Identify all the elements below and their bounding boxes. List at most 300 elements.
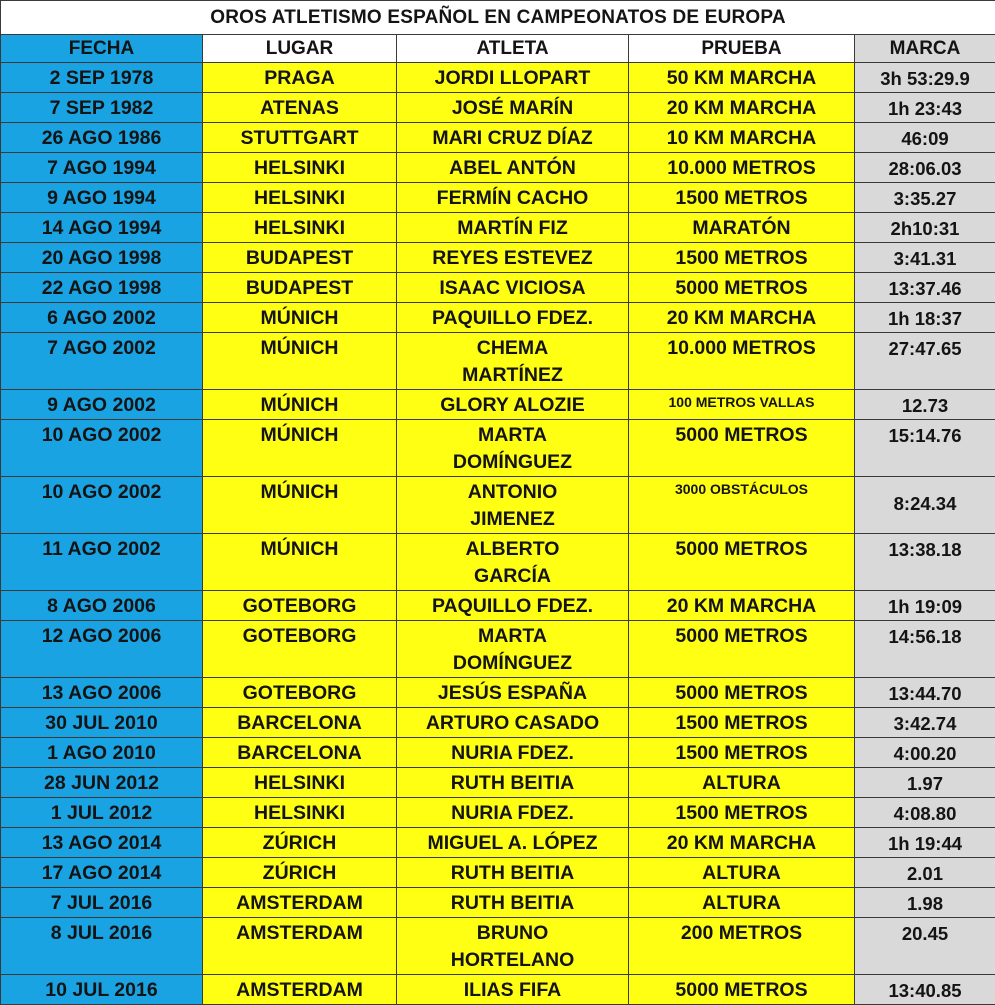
marca-text: 3h 53:29.9 [855,63,995,92]
prueba-text-cell [629,888,855,918]
atleta-text-cell [397,390,629,420]
lugar-text-cell [203,828,397,858]
table-row [1,123,995,153]
prueba-text: 1500 METROS [629,798,854,827]
atleta-text-cell [397,273,629,303]
prueba-text: 1500 METROS [629,243,854,272]
table-row [1,303,995,333]
table-row [1,678,995,708]
header-row [1,35,995,63]
prueba-text-cell [629,153,855,183]
fecha-text-cell [1,828,203,858]
prueba-text: ALTURA [629,768,854,797]
lugar-text-cell [203,534,397,591]
prueba-text: 5000 METROS [629,273,854,302]
lugar-text: BUDAPEST [203,243,396,272]
fecha-text-cell [1,333,203,390]
atleta-text-cell [397,153,629,183]
marca-text: 13:44.70 [855,678,995,707]
marca-text-cell [855,333,995,390]
marca-text: 1h 19:09 [855,591,995,620]
table-row [1,888,995,918]
fecha-text: 11 AGO 2002 [1,534,202,563]
fecha-text: 20 AGO 1998 [1,243,202,272]
fecha-text: 10 AGO 2002 [1,477,202,506]
fecha-text: 13 AGO 2006 [1,678,202,707]
atleta-line: GARCÍA [397,563,628,590]
prueba-text: 50 KM MARCHA [629,63,854,92]
atleta-text [397,63,628,92]
fecha-text-cell [1,678,203,708]
marca-text-cell [855,183,995,213]
atleta-text [397,678,628,707]
lugar-text-cell [203,243,397,273]
atleta-line: JIMENEZ [397,506,628,533]
lugar-text-cell [203,621,397,678]
prueba-text: MARATÓN [629,213,854,242]
prueba-text: 20 KM MARCHA [629,828,854,857]
lugar-text-cell [203,333,397,390]
header-marca: MARCA [855,35,995,63]
prueba-text-cell [629,975,855,1005]
table-row [1,63,995,93]
prueba-text-cell [629,738,855,768]
lugar-text: PRAGA [203,63,396,92]
fecha-text-cell [1,918,203,975]
prueba-text-cell [629,420,855,477]
prueba-text: ALTURA [629,888,854,917]
fecha-text: 9 AGO 2002 [1,390,202,419]
prueba-text-cell [629,678,855,708]
marca-text: 2.01 [855,858,995,887]
atleta-text-cell [397,213,629,243]
title-row [1,1,995,35]
fecha-text-cell [1,768,203,798]
lugar-text: AMSTERDAM [203,888,396,917]
atleta-text-cell [397,768,629,798]
lugar-text: ZÚRICH [203,858,396,887]
marca-text-cell [855,153,995,183]
lugar-text-cell [203,888,397,918]
prueba-text-cell [629,708,855,738]
fecha-text-cell [1,303,203,333]
fecha-text-cell [1,888,203,918]
prueba-text-cell [629,273,855,303]
lugar-text-cell [203,183,397,213]
atleta-text [397,975,628,1004]
prueba-text-cell [629,534,855,591]
marca-text-cell [855,918,995,975]
marca-text-cell [855,888,995,918]
lugar-text-cell [203,918,397,975]
marca-text-cell [855,63,995,93]
fecha-text: 7 SEP 1982 [1,93,202,122]
atleta-line: PAQUILLO FDEZ. [397,593,628,620]
prueba-text-cell [629,918,855,975]
atleta-text-cell [397,477,629,534]
fecha-text: 17 AGO 2014 [1,858,202,887]
atleta-line: ANTONIO [397,479,628,506]
atleta-text [397,183,628,212]
marca-text: 28:06.03 [855,153,995,182]
marca-text: 1.98 [855,888,995,917]
atleta-text [397,534,628,590]
prueba-text-cell [629,477,855,534]
atleta-line: DOMÍNGUEZ [397,449,628,476]
marca-text-cell [855,738,995,768]
fecha-text: 7 AGO 2002 [1,333,202,362]
marca-text: 15:14.76 [855,420,995,449]
marca-text: 12.73 [855,390,995,419]
lugar-text-cell [203,591,397,621]
marca-text: 4:00.20 [855,738,995,767]
marca-text: 2h10:31 [855,213,995,242]
fecha-text: 7 JUL 2016 [1,888,202,917]
lugar-text: GOTEBORG [203,621,396,650]
atleta-text-cell [397,63,629,93]
lugar-text-cell [203,420,397,477]
atleta-line: BRUNO [397,920,628,947]
prueba-text: 1500 METROS [629,708,854,737]
marca-text: 1h 19:44 [855,828,995,857]
marca-text-cell [855,93,995,123]
table-row [1,183,995,213]
table-row [1,534,995,591]
lugar-text-cell [203,708,397,738]
atleta-text [397,477,628,533]
atleta-line: ABEL ANTÓN [397,155,628,182]
prueba-text-cell [629,93,855,123]
fecha-text: 7 AGO 1994 [1,153,202,182]
marca-text-cell [855,477,995,534]
atleta-line: JOSÉ MARÍN [397,95,628,122]
marca-text: 13:40.85 [855,975,995,1004]
atleta-text-cell [397,183,629,213]
atleta-text-cell [397,621,629,678]
lugar-text-cell [203,153,397,183]
table-row [1,390,995,420]
fecha-text-cell [1,93,203,123]
fecha-text-cell [1,390,203,420]
marca-text-cell [855,858,995,888]
prueba-text-cell [629,183,855,213]
fecha-text-cell [1,708,203,738]
fecha-text: 14 AGO 1994 [1,213,202,242]
atleta-text [397,390,628,419]
fecha-text-cell [1,621,203,678]
lugar-text: ATENAS [203,93,396,122]
prueba-text: 100 METROS VALLAS [629,390,854,413]
lugar-text: HELSINKI [203,768,396,797]
header-prueba: PRUEBA [629,35,855,63]
lugar-text-cell [203,213,397,243]
atleta-text-cell [397,420,629,477]
table-row [1,708,995,738]
fecha-text-cell [1,591,203,621]
lugar-text: BARCELONA [203,738,396,767]
atleta-text [397,93,628,122]
marca-text: 1h 18:37 [855,303,995,332]
lugar-text: BUDAPEST [203,273,396,302]
atleta-text [397,243,628,272]
atleta-text [397,420,628,476]
lugar-text-cell [203,63,397,93]
prueba-text: 200 METROS [629,918,854,947]
fecha-text-cell [1,273,203,303]
prueba-text: 20 KM MARCHA [629,303,854,332]
atleta-line: CHEMA [397,335,628,362]
atleta-text [397,708,628,737]
fecha-text-cell [1,153,203,183]
lugar-text-cell [203,390,397,420]
lugar-text: MÚNICH [203,534,396,563]
prueba-text: 10.000 METROS [629,333,854,362]
atleta-line: DOMÍNGUEZ [397,650,628,677]
lugar-text-cell [203,798,397,828]
prueba-text: 5000 METROS [629,678,854,707]
atleta-line: PAQUILLO FDEZ. [397,305,628,332]
table-body [1,63,995,1005]
marca-text: 3:41.31 [855,243,995,272]
lugar-text: MÚNICH [203,303,396,332]
prueba-text: 5000 METROS [629,621,854,650]
atleta-text-cell [397,828,629,858]
marca-text-cell [855,420,995,477]
lugar-text: AMSTERDAM [203,975,396,1004]
marca-text-cell [855,975,995,1005]
marca-text-cell [855,621,995,678]
fecha-text: 1 JUL 2012 [1,798,202,827]
fecha-text-cell [1,213,203,243]
fecha-text: 8 AGO 2006 [1,591,202,620]
lugar-text: MÚNICH [203,477,396,506]
table-row [1,858,995,888]
marca-text: 13:37.46 [855,273,995,302]
atleta-text [397,153,628,182]
lugar-text-cell [203,858,397,888]
prueba-text-cell [629,828,855,858]
atleta-text-cell [397,243,629,273]
lugar-text: MÚNICH [203,390,396,419]
atleta-text-cell [397,303,629,333]
table-row [1,918,995,975]
prueba-text-cell [629,768,855,798]
table-row [1,591,995,621]
atleta-line: FERMÍN CACHO [397,185,628,212]
prueba-text-cell [629,591,855,621]
prueba-text: 5000 METROS [629,975,854,1004]
marca-text: 13:38.18 [855,534,995,563]
atleta-text [397,858,628,887]
atleta-text [397,828,628,857]
marca-text: 3:42.74 [855,708,995,737]
atleta-text [397,621,628,677]
marca-text-cell [855,390,995,420]
atleta-text-cell [397,534,629,591]
atleta-line: MIGUEL A. LÓPEZ [397,830,628,857]
table-row [1,621,995,678]
fecha-text: 13 AGO 2014 [1,828,202,857]
lugar-text-cell [203,303,397,333]
atleta-line: MARTA [397,422,628,449]
fecha-text-cell [1,975,203,1005]
atleta-text [397,213,628,242]
lugar-text-cell [203,477,397,534]
fecha-text-cell [1,183,203,213]
atleta-text-cell [397,333,629,390]
marca-text: 8:24.34 [855,477,995,517]
header-atleta: ATLETA [397,35,629,63]
fecha-text-cell [1,798,203,828]
atleta-line: ISAAC VICIOSA [397,275,628,302]
lugar-text: MÚNICH [203,420,396,449]
atleta-text [397,591,628,620]
atleta-text-cell [397,123,629,153]
atleta-line: REYES ESTEVEZ [397,245,628,272]
prueba-text: 1500 METROS [629,183,854,212]
atleta-text-cell [397,798,629,828]
atleta-line: MARTÍN FIZ [397,215,628,242]
fecha-text: 26 AGO 1986 [1,123,202,152]
marca-text-cell [855,273,995,303]
prueba-text-cell [629,63,855,93]
atleta-text [397,888,628,917]
fecha-text: 2 SEP 1978 [1,63,202,92]
atleta-text-cell [397,708,629,738]
fecha-text: 22 AGO 1998 [1,273,202,302]
prueba-text-cell [629,333,855,390]
fecha-text-cell [1,858,203,888]
table-row [1,828,995,858]
marca-text-cell [855,123,995,153]
atleta-line: RUTH BEITIA [397,890,628,917]
atleta-text-cell [397,858,629,888]
table-row [1,975,995,1005]
atleta-text [397,123,628,152]
atleta-line: JORDI LLOPART [397,65,628,92]
atleta-text [397,768,628,797]
marca-text: 46:09 [855,123,995,152]
marca-text: 1.97 [855,768,995,797]
fecha-text-cell [1,420,203,477]
atleta-text-cell [397,918,629,975]
atleta-text [397,798,628,827]
marca-text-cell [855,798,995,828]
fecha-text-cell [1,534,203,591]
fecha-text: 9 AGO 1994 [1,183,202,212]
fecha-text: 1 AGO 2010 [1,738,202,767]
lugar-text-cell [203,678,397,708]
lugar-text: ZÚRICH [203,828,396,857]
marca-text: 27:47.65 [855,333,995,362]
fecha-text: 28 JUN 2012 [1,768,202,797]
prueba-text: 1500 METROS [629,738,854,767]
atleta-line: MARTA [397,623,628,650]
atleta-line: HORTELANO [397,947,628,974]
fecha-text: 6 AGO 2002 [1,303,202,332]
header-lugar: LUGAR [203,35,397,63]
fecha-text: 12 AGO 2006 [1,621,202,650]
prueba-text: 20 KM MARCHA [629,93,854,122]
prueba-text-cell [629,123,855,153]
marca-text: 1h 23:43 [855,93,995,122]
atleta-text-cell [397,975,629,1005]
marca-text: 14:56.18 [855,621,995,650]
marca-text-cell [855,591,995,621]
atleta-line: MARI CRUZ DÍAZ [397,125,628,152]
marca-text-cell [855,213,995,243]
prueba-text: 10 KM MARCHA [629,123,854,152]
header-fecha: FECHA [1,35,203,63]
lugar-text-cell [203,93,397,123]
prueba-text: 20 KM MARCHA [629,591,854,620]
lugar-text: MÚNICH [203,333,396,362]
fecha-text-cell [1,123,203,153]
marca-text: 4:08.80 [855,798,995,827]
atleta-line: ILIAS FIFA [397,977,628,1004]
prueba-text-cell [629,798,855,828]
table-title: OROS ATLETISMO ESPAÑOL EN CAMPEONATOS DE EUROPA [1,1,995,35]
atleta-text-cell [397,591,629,621]
marca-text-cell [855,243,995,273]
marca-text: 20.45 [855,918,995,947]
table-row [1,477,995,534]
atleta-line: MARTÍNEZ [397,362,628,389]
fecha-text: 10 AGO 2002 [1,420,202,449]
atleta-line: GLORY ALOZIE [397,392,628,419]
atleta-text [397,303,628,332]
lugar-text: HELSINKI [203,183,396,212]
prueba-text: 5000 METROS [629,420,854,449]
prueba-text: 10.000 METROS [629,153,854,182]
table-row [1,768,995,798]
fecha-text: 8 JUL 2016 [1,918,202,947]
atleta-line: NURIA FDEZ. [397,800,628,827]
prueba-text-cell [629,858,855,888]
atleta-line: RUTH BEITIA [397,860,628,887]
marca-text: 3:35.27 [855,183,995,212]
lugar-text-cell [203,123,397,153]
lugar-text-cell [203,768,397,798]
marca-text-cell [855,768,995,798]
table-row [1,243,995,273]
prueba-text-cell [629,213,855,243]
prueba-text: ALTURA [629,858,854,887]
table-row [1,273,995,303]
fecha-text: 30 JUL 2010 [1,708,202,737]
prueba-text-cell [629,303,855,333]
table-row [1,798,995,828]
atleta-line: RUTH BEITIA [397,770,628,797]
table-row [1,738,995,768]
marca-text-cell [855,303,995,333]
lugar-text-cell [203,975,397,1005]
lugar-text: GOTEBORG [203,591,396,620]
prueba-text-cell [629,621,855,678]
marca-text-cell [855,708,995,738]
atleta-text-cell [397,93,629,123]
table-row [1,153,995,183]
prueba-text-cell [629,390,855,420]
lugar-text: HELSINKI [203,153,396,182]
prueba-text: 5000 METROS [629,534,854,563]
lugar-text: STUTTGART [203,123,396,152]
atleta-text [397,918,628,974]
lugar-text-cell [203,273,397,303]
atleta-text [397,333,628,389]
fecha-text-cell [1,738,203,768]
marca-text-cell [855,534,995,591]
